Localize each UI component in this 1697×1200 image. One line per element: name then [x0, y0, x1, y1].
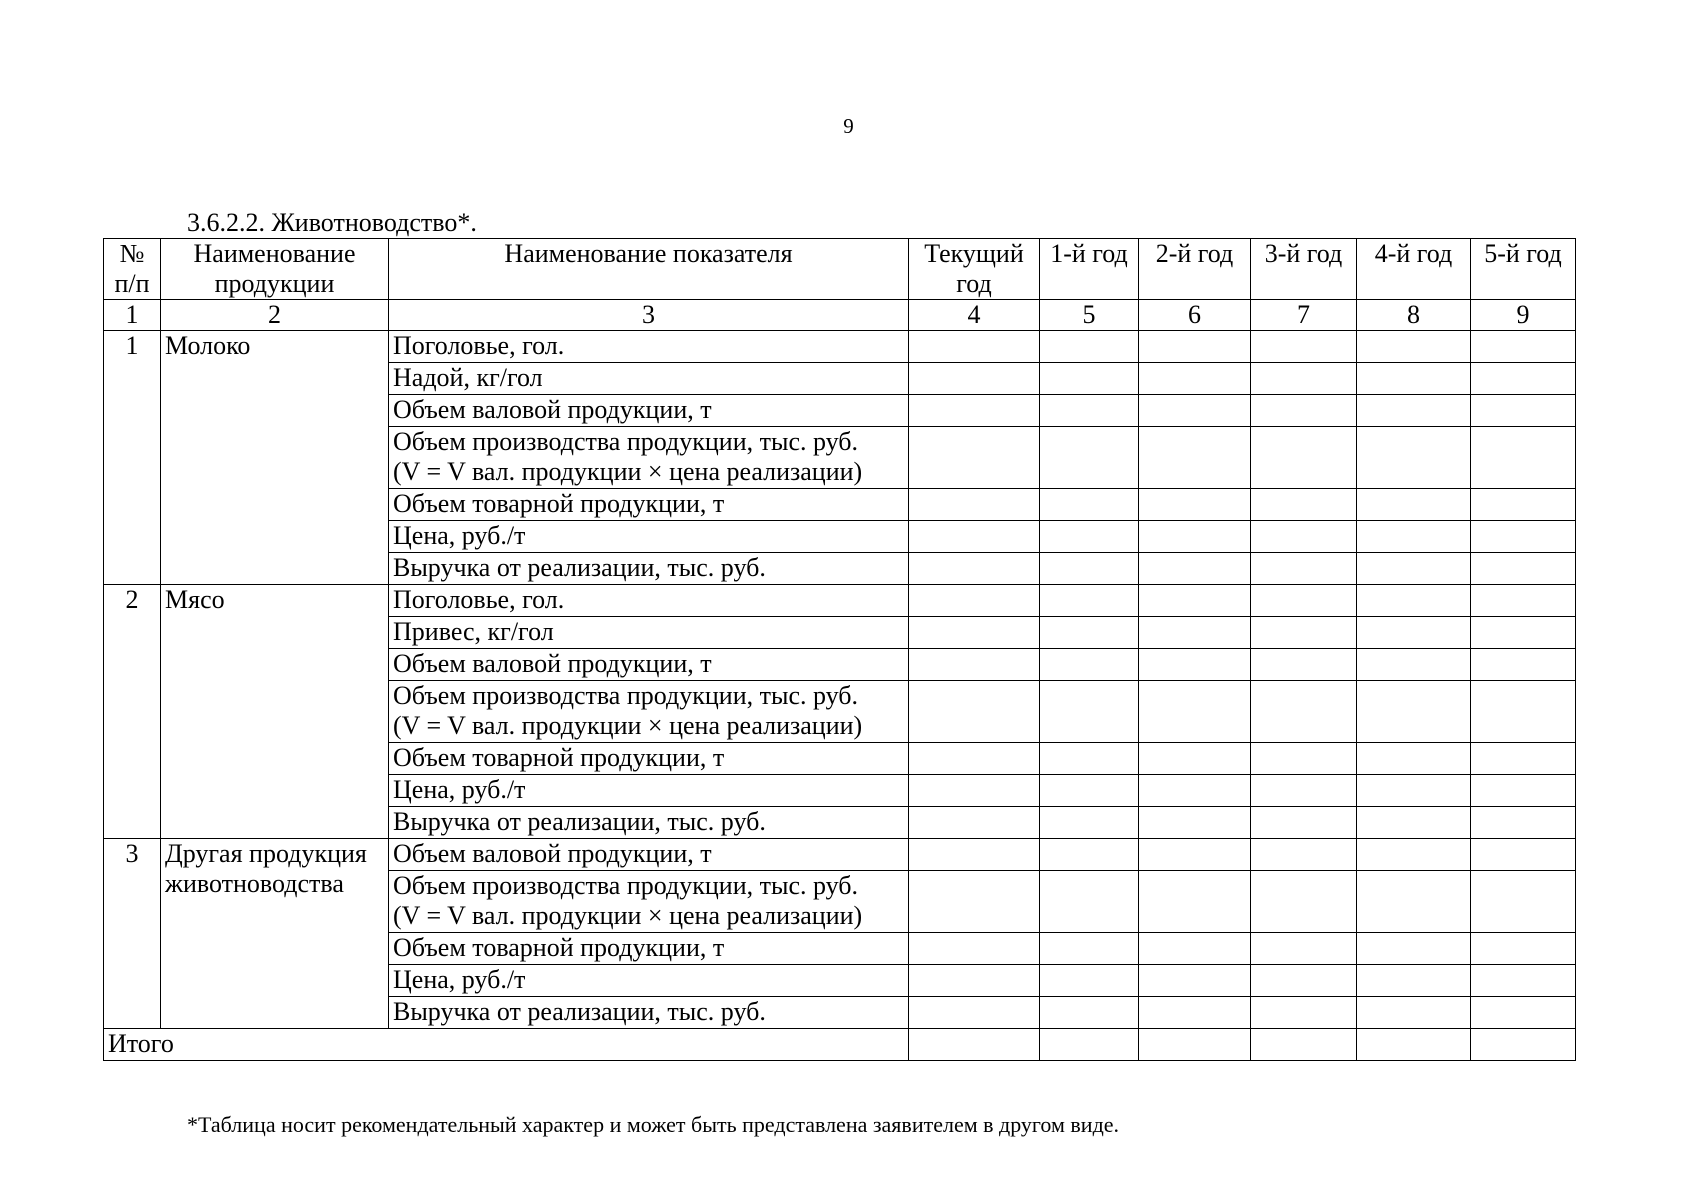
header-row [104, 239, 1576, 300]
value-cell[interactable] [1471, 649, 1576, 681]
value-cell[interactable] [1357, 933, 1471, 965]
product-name: Другая продукция животноводства [161, 839, 389, 1029]
column-number: 4 [909, 300, 1040, 331]
indicator-name: Надой, кг/гол [389, 363, 909, 395]
value-cell[interactable] [1357, 521, 1471, 553]
indicator-name: Объем производства продукции, тыс. руб. (V = V вал. продукции × цена реализации) [389, 681, 909, 743]
indicator-row [104, 585, 1576, 617]
value-cell[interactable] [1040, 553, 1139, 585]
indicator-name: Объем товарной продукции, т [389, 933, 909, 965]
value-cell[interactable] [1139, 933, 1251, 965]
total-cell[interactable] [1040, 1029, 1139, 1061]
indicator-name: Поголовье, гол. [389, 331, 909, 363]
value-cell[interactable] [1139, 331, 1251, 363]
value-cell[interactable] [1471, 331, 1576, 363]
footnote: *Таблица носит рекомендательный характер и может быть представлена заявителем в другом виде. [187, 1112, 1120, 1137]
value-cell[interactable] [909, 489, 1040, 521]
total-cell[interactable] [1357, 1029, 1471, 1061]
header-year-4: 4-й год [1357, 239, 1471, 300]
value-cell[interactable] [1251, 521, 1357, 553]
livestock-table [103, 238, 1576, 1061]
total-cell[interactable] [1251, 1029, 1357, 1061]
value-cell[interactable] [909, 585, 1040, 617]
value-cell[interactable] [1251, 617, 1357, 649]
group-number: 1 [104, 331, 161, 585]
total-label: Итого [104, 1029, 909, 1061]
value-cell[interactable] [1471, 363, 1576, 395]
value-cell[interactable] [909, 521, 1040, 553]
indicator-name: Выручка от реализации, тыс. руб. [389, 807, 909, 839]
value-cell[interactable] [1357, 807, 1471, 839]
value-cell[interactable] [1357, 489, 1471, 521]
value-cell[interactable] [1139, 839, 1251, 871]
value-cell[interactable] [1471, 681, 1576, 743]
value-cell[interactable] [1251, 871, 1357, 933]
value-cell[interactable] [1357, 839, 1471, 871]
value-cell[interactable] [1471, 489, 1576, 521]
value-cell[interactable] [1251, 807, 1357, 839]
value-cell[interactable] [1139, 363, 1251, 395]
value-cell[interactable] [1040, 427, 1139, 489]
value-cell[interactable] [1251, 775, 1357, 807]
value-cell[interactable] [1471, 427, 1576, 489]
value-cell[interactable] [1357, 871, 1471, 933]
value-cell[interactable] [909, 649, 1040, 681]
value-cell[interactable] [1471, 585, 1576, 617]
column-number: 7 [1251, 300, 1357, 331]
value-cell[interactable] [909, 807, 1040, 839]
value-cell[interactable] [1357, 681, 1471, 743]
value-cell[interactable] [1251, 395, 1357, 427]
value-cell[interactable] [1040, 649, 1139, 681]
value-cell[interactable] [1471, 775, 1576, 807]
value-cell[interactable] [1471, 965, 1576, 997]
indicator-name: Цена, руб./т [389, 775, 909, 807]
indicator-name: Объем валовой продукции, т [389, 839, 909, 871]
value-cell[interactable] [1357, 997, 1471, 1029]
value-cell[interactable] [909, 743, 1040, 775]
value-cell[interactable] [1139, 553, 1251, 585]
value-cell[interactable] [1040, 807, 1139, 839]
value-cell[interactable] [1139, 997, 1251, 1029]
value-cell[interactable] [1471, 395, 1576, 427]
value-cell[interactable] [1251, 489, 1357, 521]
indicator-row [104, 331, 1576, 363]
value-cell[interactable] [1139, 743, 1251, 775]
value-cell[interactable] [1357, 965, 1471, 997]
column-number: 8 [1357, 300, 1471, 331]
value-cell[interactable] [1040, 363, 1139, 395]
value-cell[interactable] [1251, 585, 1357, 617]
column-number: 3 [389, 300, 909, 331]
value-cell[interactable] [1357, 363, 1471, 395]
value-cell[interactable] [1139, 585, 1251, 617]
value-cell[interactable] [1139, 871, 1251, 933]
value-cell[interactable] [1139, 617, 1251, 649]
value-cell[interactable] [1139, 775, 1251, 807]
value-cell[interactable] [1471, 933, 1576, 965]
column-number: 2 [161, 300, 389, 331]
indicator-name: Привес, кг/гол [389, 617, 909, 649]
group-number: 3 [104, 839, 161, 1029]
value-cell[interactable] [1251, 997, 1357, 1029]
value-cell[interactable] [1251, 427, 1357, 489]
indicator-name: Объем валовой продукции, т [389, 649, 909, 681]
value-cell[interactable] [1040, 489, 1139, 521]
value-cell[interactable] [909, 839, 1040, 871]
header-num: № п/п [104, 239, 161, 300]
value-cell[interactable] [1357, 427, 1471, 489]
value-cell[interactable] [1471, 743, 1576, 775]
value-cell[interactable] [1471, 553, 1576, 585]
value-cell[interactable] [909, 997, 1040, 1029]
indicator-name: Объем производства продукции, тыс. руб. (V = V вал. продукции × цена реализации) [389, 871, 909, 933]
value-cell[interactable] [1471, 521, 1576, 553]
value-cell[interactable] [1040, 617, 1139, 649]
section-title: 3.6.2.2. Животноводство*. [187, 208, 477, 237]
column-number: 6 [1139, 300, 1251, 331]
value-cell[interactable] [1251, 965, 1357, 997]
indicator-row [104, 839, 1576, 871]
value-cell[interactable] [1139, 807, 1251, 839]
value-cell[interactable] [1471, 807, 1576, 839]
value-cell[interactable] [1251, 681, 1357, 743]
column-numbering-row [104, 300, 1576, 331]
value-cell[interactable] [909, 617, 1040, 649]
total-cell[interactable] [1471, 1029, 1576, 1061]
header-year-2: 2-й год [1139, 239, 1251, 300]
value-cell[interactable] [1251, 363, 1357, 395]
value-cell[interactable] [1357, 395, 1471, 427]
value-cell[interactable] [1040, 997, 1139, 1029]
header-year-5: 5-й год [1471, 239, 1576, 300]
header-product: Наименование продукции [161, 239, 389, 300]
value-cell[interactable] [1471, 839, 1576, 871]
total-cell[interactable] [1139, 1029, 1251, 1061]
indicator-name: Объем производства продукции, тыс. руб. (V = V вал. продукции × цена реализации) [389, 427, 909, 489]
value-cell[interactable] [909, 363, 1040, 395]
value-cell[interactable] [1040, 681, 1139, 743]
column-number: 1 [104, 300, 161, 331]
product-name: Мясо [161, 585, 389, 839]
value-cell[interactable] [1040, 871, 1139, 933]
value-cell[interactable] [1357, 775, 1471, 807]
value-cell[interactable] [1251, 743, 1357, 775]
value-cell[interactable] [909, 965, 1040, 997]
value-cell[interactable] [1251, 839, 1357, 871]
column-number: 5 [1040, 300, 1139, 331]
value-cell[interactable] [1357, 649, 1471, 681]
value-cell[interactable] [1471, 871, 1576, 933]
value-cell[interactable] [1040, 585, 1139, 617]
value-cell[interactable] [1040, 395, 1139, 427]
value-cell[interactable] [1357, 585, 1471, 617]
value-cell[interactable] [909, 871, 1040, 933]
value-cell[interactable] [1357, 553, 1471, 585]
indicator-name: Цена, руб./т [389, 521, 909, 553]
indicator-name: Поголовье, гол. [389, 585, 909, 617]
value-cell[interactable] [1251, 649, 1357, 681]
value-cell[interactable] [1139, 681, 1251, 743]
value-cell[interactable] [909, 553, 1040, 585]
value-cell[interactable] [909, 331, 1040, 363]
group-number: 2 [104, 585, 161, 839]
total-cell[interactable] [909, 1029, 1040, 1061]
value-cell[interactable] [1251, 553, 1357, 585]
value-cell[interactable] [1040, 743, 1139, 775]
value-cell[interactable] [1471, 997, 1576, 1029]
page-number: 9 [843, 114, 854, 138]
value-cell[interactable] [1040, 521, 1139, 553]
value-cell[interactable] [909, 427, 1040, 489]
value-cell[interactable] [1040, 839, 1139, 871]
indicator-name: Объем товарной продукции, т [389, 743, 909, 775]
indicator-name: Объем товарной продукции, т [389, 489, 909, 521]
value-cell[interactable] [1251, 331, 1357, 363]
value-cell[interactable] [1040, 775, 1139, 807]
value-cell[interactable] [1139, 427, 1251, 489]
value-cell[interactable] [1139, 489, 1251, 521]
value-cell[interactable] [1139, 649, 1251, 681]
header-year-1: 1-й год [1040, 239, 1139, 300]
column-number: 9 [1471, 300, 1576, 331]
value-cell[interactable] [1139, 521, 1251, 553]
value-cell[interactable] [1251, 933, 1357, 965]
table-body [104, 331, 1576, 1029]
indicator-name: Цена, руб./т [389, 965, 909, 997]
value-cell[interactable] [909, 395, 1040, 427]
value-cell[interactable] [1357, 331, 1471, 363]
header-current-year: Текущий год [909, 239, 1040, 300]
value-cell[interactable] [1357, 743, 1471, 775]
value-cell[interactable] [1139, 965, 1251, 997]
indicator-name: Выручка от реализации, тыс. руб. [389, 553, 909, 585]
indicator-name: Объем валовой продукции, т [389, 395, 909, 427]
value-cell[interactable] [909, 681, 1040, 743]
value-cell[interactable] [1139, 395, 1251, 427]
value-cell[interactable] [909, 775, 1040, 807]
value-cell[interactable] [1040, 331, 1139, 363]
value-cell[interactable] [909, 933, 1040, 965]
value-cell[interactable] [1357, 617, 1471, 649]
value-cell[interactable] [1040, 933, 1139, 965]
header-year-3: 3-й год [1251, 239, 1357, 300]
total-row [104, 1029, 1576, 1061]
value-cell[interactable] [1040, 965, 1139, 997]
header-indicator: Наименование показателя [389, 239, 909, 300]
product-name: Молоко [161, 331, 389, 585]
value-cell[interactable] [1471, 617, 1576, 649]
indicator-name: Выручка от реализации, тыс. руб. [389, 997, 909, 1029]
